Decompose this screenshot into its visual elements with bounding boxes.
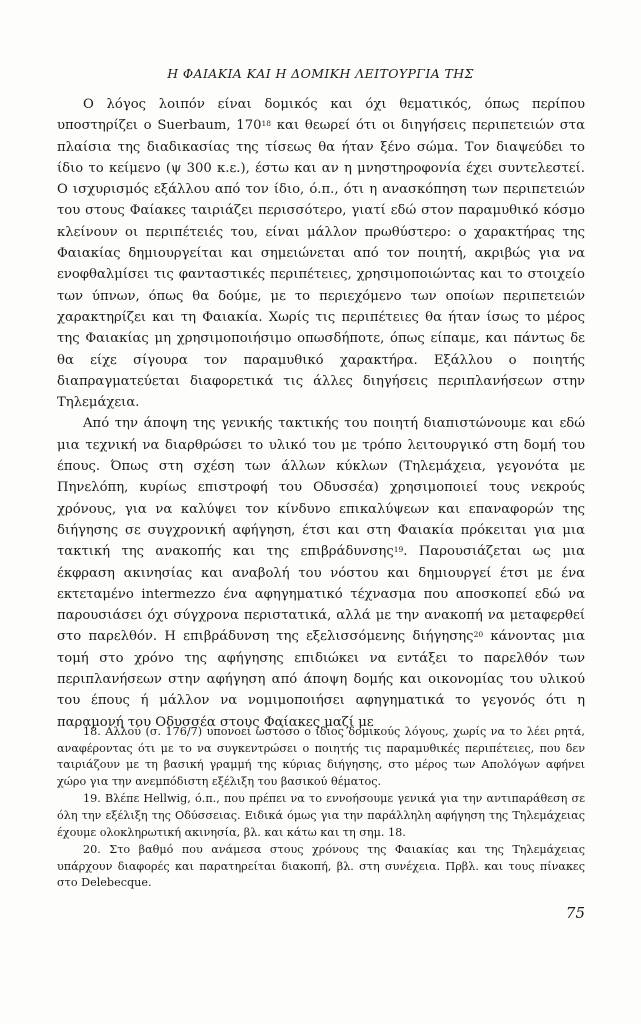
paragraph-2 <box>57 413 585 732</box>
footnotes <box>57 724 585 893</box>
paragraph-2-text-b: . Παρουσιάζεται ως μια έκφραση ακινησίας και αναβολή του νόστου και δημιουργεί έτσι με ένα εκτεταμένο intermezzo ένα αφηγηματικό τέχνασμα που αποσκοπεί εδώ να παρουσιάσει όχι σύγχρονα περιστατικά, αλλά με την ανακοπή να μεταφερθεί στο παρελθόν. Η επιβράδυνση της εξελισσόμενης διήγησης <box>57 544 585 645</box>
running-head: Η ΦΑΙΑΚΙΑ ΚΑΙ Η ΔΟΜΙΚΗ ΛΕΙΤΟΥΡΓΙΑ ΤΗΣ <box>167 66 474 81</box>
paragraph-1-text-a: Ο λόγος λοιπόν είναι δομικός και όχι θεματικός, όπως περίπου υποστηρίζει ο Suerbaum, 170 <box>57 97 585 134</box>
paragraph-2-text-c: κάνοντας μια τομή στο χρόνο της αφήγησης επιδιώκει να εντάξει το παρελθόν των περιπλανήσεων στην αφήγηση από άποψη δομής και οικονομίας του υλικού του έπους ή μάλλον να νομιμοποιήσει αφηγηματικά το γεγονός ότι η παραμονή του Οδυσσέα στους Φαίακες μαζί με <box>57 629 585 730</box>
footnote-18: 18. Αλλού (σ. 176/7) υπονοεί ωστόσο ο ίδιος δομικούς λόγους, χωρίς να το λέει ρητά, αναφέροντας ότι με το να συγκεντρώσει ο ποιητής τις παραμυθικές περιπέτειες, που δεν ταιριάζουν με τη βασική γραμμή της κύριας διήγησης, στο μέρος των Απολόγων αφήνει χώρο για την ανεμπόδιστη εξέλιξη του βασικού θέματος. <box>57 725 585 788</box>
page-number: 75 <box>565 904 585 922</box>
footnote-20: 20. Στο βαθμό που ανάμεσα στους χρόνους της Φαιακίας και της Τηλεμάχειας υπάρχουν διαφορές και παρατηρείται διακοπή, βλ. στη συνέχεια. Πρβλ. και τους πίνακες στο Delebecque. <box>57 843 585 890</box>
body-text <box>57 94 585 733</box>
footnote-ref-19: 19 <box>393 545 404 555</box>
footnote-ref-20: 20 <box>473 630 484 640</box>
paragraph-1 <box>57 94 585 413</box>
paragraph-1-text-b: και θεωρεί ότι οι διηγήσεις περιπετειών στα πλαίσια της διαδικασίας της τίσεως θα ήταν ξένο σώμα. Τον διαψεύδει το ίδιο το κείμενο (ψ 300 κ.ε.), έστω και αν η μνηστηροφονία έχει συντελεστεί. Ο ισχυρισμός εξάλλου από τον ίδιο, ό.π., ότι η ανασκόπηση των περιπετειών του στους Φαίακες ταιριάζει περισσότερο, γιατί εδώ στον παραμυθικό κόσμο κλείνουν οι περιπέτειές του, είναι μάλλον πρωθύστερο: ο χαρακτήρας της Φαιακίας δημιουργείται και σημειώνεται από τον ποιητή, ακριβώς για να ενοφθαλμίσει τις φανταστικές περιπέτειες, χρησιμοποιώντας και το στοιχείο των ύπνων, όπως θα δούμε, με το περιεχόμενο των οποίων περιπετειών χαρακτηρίζει και τη Φαιακία. Χωρίς τις περιπέτειες θα ήταν ίσως το μέρος της Φαιακίας μη χρησιμοποιήσιμο οπωσδήποτε, όπως είπαμε, και πάντως δε θα είχε σίγουρα τον παραμυθικό χαρακτήρα. Εξάλλου ο ποιητής διαπραγματεύεται διαφορετικά τις άλλες διηγήσεις περιπλανήσεων στην Τηλεμάχεια. <box>57 118 585 411</box>
footnote-ref-18: 18 <box>261 119 272 129</box>
footnote-19: 19. Βλέπε Hellwig, ό.π., που πρέπει να το εννοήσουμε γενικά για την αντιπαράθεση σε όλη την εξέλιξη της Οδύσσειας. Ειδικά όμως για την παράλληλη αφήγηση της Τηλεμάχειας έχουμε ολοκληρωτική ακινησία, βλ. και κάτω και τη σημ. 18. <box>57 792 585 839</box>
paragraph-2-text-a: Από την άποψη της γενικής τακτικής του ποιητή διαπιστώνουμε και εδώ μια τεχνική να διαρθρώσει το υλικό του με τρόπο λειτουργικό στη δομή του έπους. Όπως στη σχέση των άλλων κύκλων (Τηλεμάχεια, γεγονότα με Πηνελόπη, κυρίως επιστροφή του Οδυσσέα) χρησιμοποιεί τους νεκρούς χρόνους, για να καλύψει τον κίνδυνο επικαλύψεων και επαναφορών της διήγησης σε συγχρονική αφήγηση, έτσι και στη Φαιακία πρόκειται για μια τακτική της ανακοπής και της επιβράδυνσης <box>57 416 585 560</box>
